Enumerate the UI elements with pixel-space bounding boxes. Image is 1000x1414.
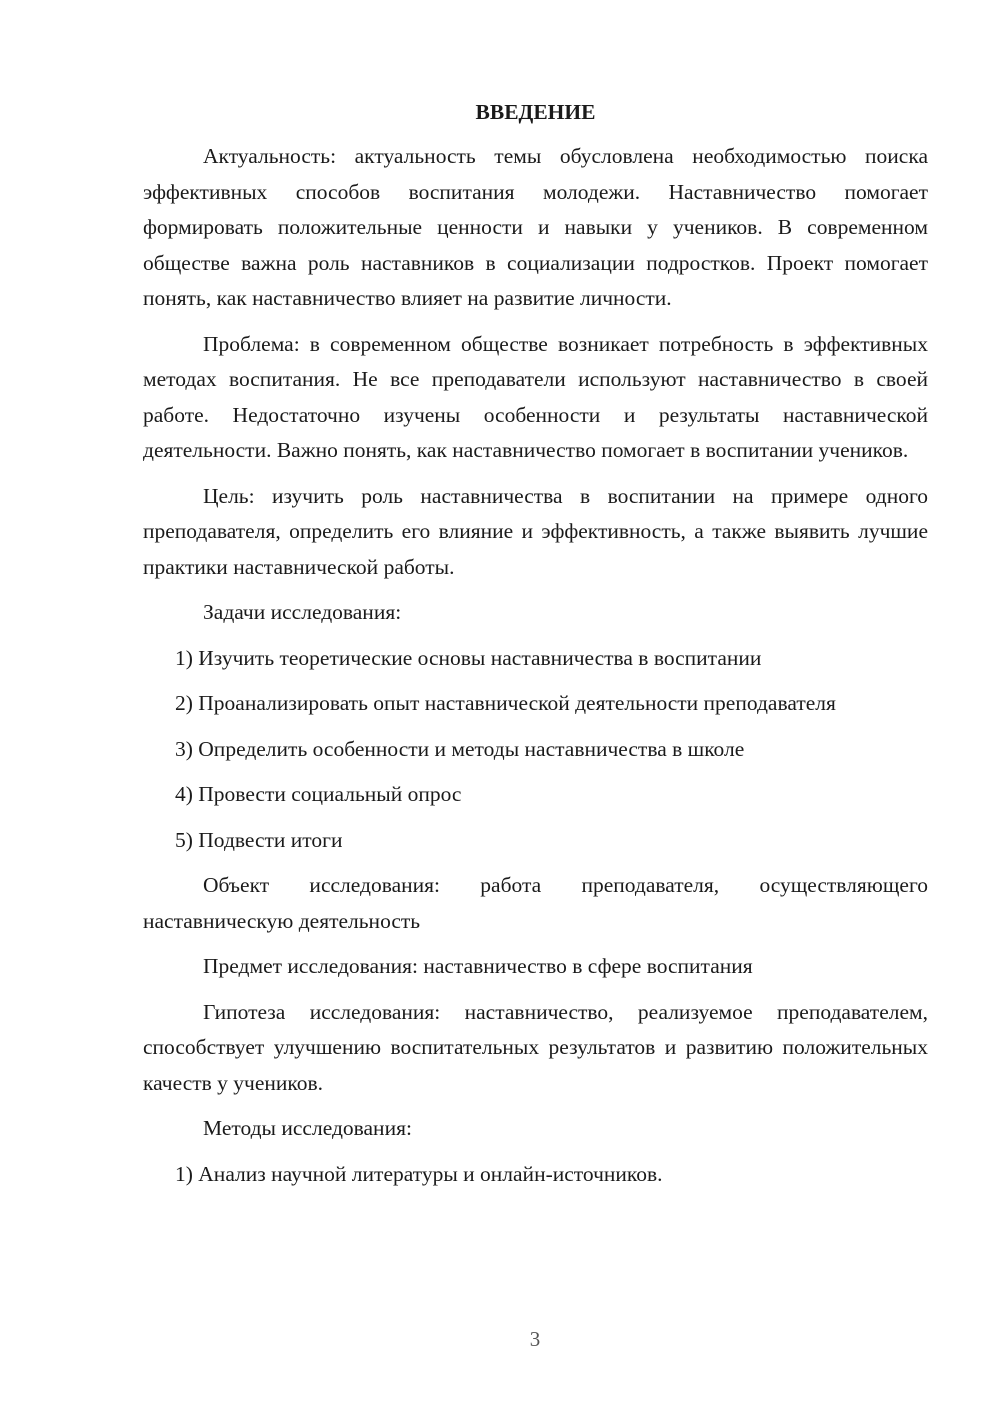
section-title: ВВЕДЕНИЕ [475,100,596,124]
object-paragraph: Объект исследования: работа преподавателя, осуществляющего наставническую деятельность [143,873,928,933]
task-item: 1) Изучить теоретические основы наставничества в воспитании [175,645,762,670]
task-item: 5) Подвести итоги [175,827,343,852]
relevance-paragraph: Актуальность: актуальность темы обусловлена необходимостью поиска эффективных способов воспитания молодежи. Наставничество помогает формировать положительные ценности и навыки у учеников. В современном обществе важна роль наставников в социализации подростков. Проект помогает понять, как наставничество влияет на развитие личности. [143,144,928,310]
subject-line: Предмет исследования: наставничество в сфере воспитания [203,954,753,978]
document-page [143,96,928,1202]
task-item: 3) Определить особенности и методы наставничества в школе [175,736,745,761]
method-item: 1) Анализ научной литературы и онлайн-источников. [175,1161,663,1186]
page-number: 3 [529,1327,541,1351]
goal-paragraph: Цель: изучить роль наставничества в воспитании на примере одного преподавателя, определить его влияние и эффективность, а также выявить лучшие практики наставнической работы. [143,483,928,579]
tasks-heading: Задачи исследования: [203,600,402,624]
task-item: 4) Провести социальный опрос [175,782,462,806]
task-item: 2) Проанализировать опыт наставнической деятельности преподавателя [175,691,836,715]
methods-heading: Методы исследования: [203,1116,412,1140]
hypothesis-paragraph: Гипотеза исследования: наставничество, реализуемое преподавателем, способствует улучшению воспитательных результатов и развитию положительных качеств у учеников. [143,999,928,1095]
problem-paragraph: Проблема: в современном обществе возникает потребность в эффективных методах воспитания. Не все преподаватели используют наставничество в своей работе. Недостаточно изучены особенности и результаты наставнической деятельности. Важно понять, как наставничество помогает в воспитании учеников. [143,331,928,462]
